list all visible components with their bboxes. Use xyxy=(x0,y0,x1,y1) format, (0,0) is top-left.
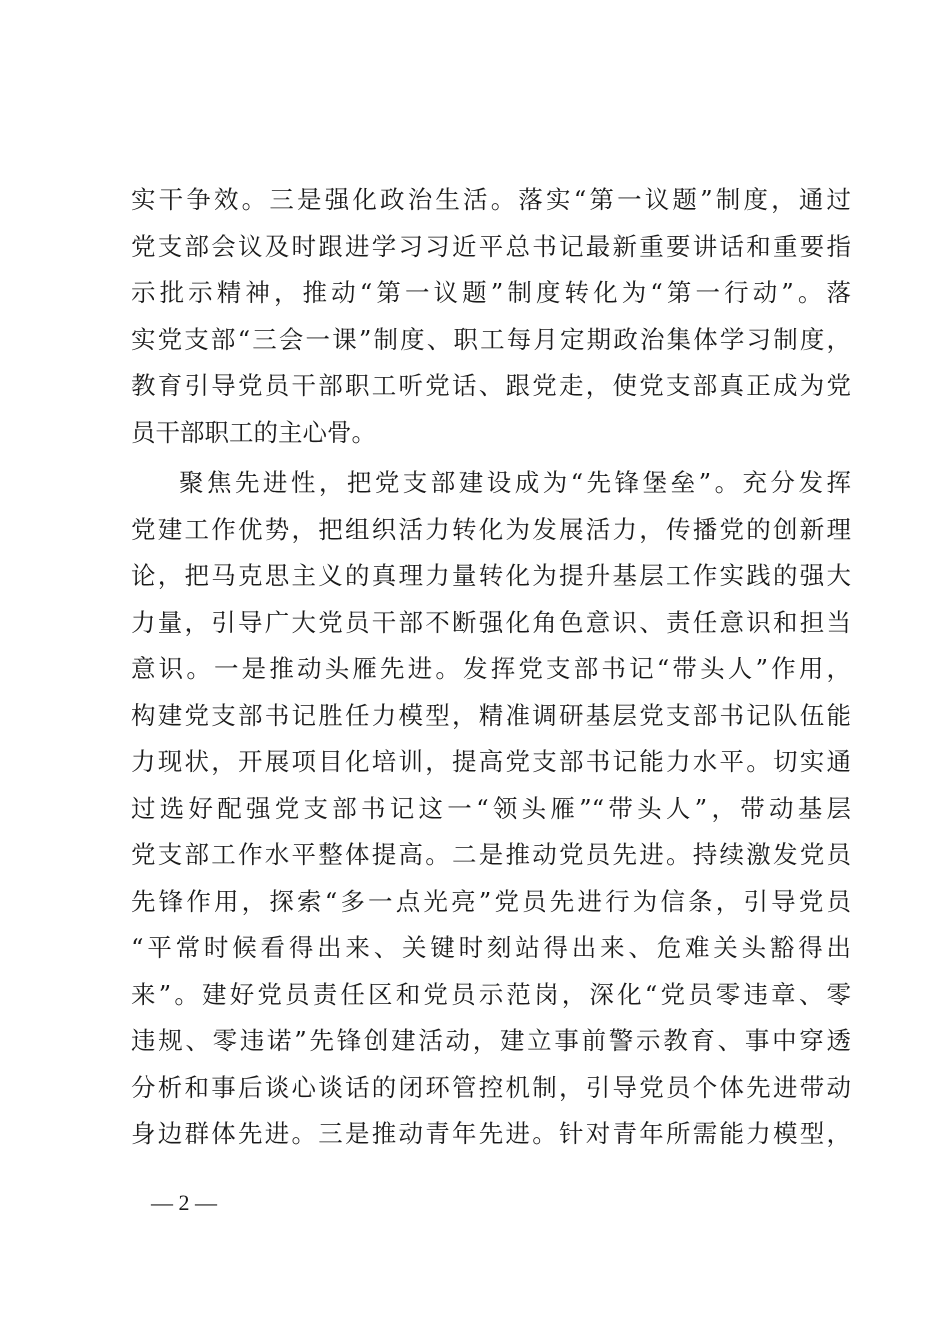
paragraph-line: 党支部工作水平整体提高。二是推动党员先进。持续激发党员 xyxy=(131,840,851,869)
paragraph-line: 员干部职工的主心骨。 xyxy=(131,417,376,447)
paragraph-line: 违规、零违诺”先锋创建活动，建立事前警示教育、事中穿透 xyxy=(131,1026,851,1055)
paragraph-line: “平常时候看得出来、关键时刻站得出来、危难关头豁得出 xyxy=(131,933,851,962)
paragraph-line: 意识。一是推动头雁先进。发挥党支部书记“带头人”作用， xyxy=(131,654,851,683)
paragraph-line: 党建工作优势，把组织活力转化为发展活力，传播党的创新理 xyxy=(131,514,851,544)
paragraph-line: 实党支部“三会一课”制度、职工每月定期政治集体学习制度， xyxy=(131,324,851,354)
paragraph-line: 过选好配强党支部书记这一“领头雁”“带头人”，带动基层 xyxy=(131,793,851,823)
paragraph-line: 身边群体先进。三是推动青年先进。针对青年所需能力模型， xyxy=(131,1119,851,1148)
paragraph-line: 力量，引导广大党员干部不断强化角色意识、责任意识和担当 xyxy=(131,607,851,637)
paragraph-line: 先锋作用，探索“多一点光亮”党员先进行为信条，引导党员 xyxy=(131,886,851,916)
paragraph-line: 教育引导党员干部职工听党话、跟党走，使党支部真正成为党 xyxy=(131,371,851,400)
paragraph-line: 来”。建好党员责任区和党员示范岗，深化“党员零违章、零 xyxy=(131,979,851,1009)
paragraph-line: 分析和事后谈心谈话的闭环管控机制，引导党员个体先进带动 xyxy=(131,1072,851,1102)
paragraph-line: 论，把马克思主义的真理力量转化为提升基层工作实践的强大 xyxy=(131,561,851,590)
paragraph-2 xyxy=(131,460,851,1158)
paragraph-line: 党支部会议及时跟进学习习近平总书记最新重要讲话和重要指 xyxy=(131,231,851,261)
paragraph-1 xyxy=(131,177,851,456)
paragraph-line: 力现状，开展项目化培训，提高党支部书记能力水平。切实通 xyxy=(131,747,851,776)
paragraph-line: 聚焦先进性，把党支部建设成为“先锋堡垒”。充分发挥 xyxy=(179,468,851,497)
paragraph-line: 示批示精神，推动“第一议题”制度转化为“第一行动”。落 xyxy=(131,278,851,307)
paragraph-line: 构建党支部书记胜任力模型，精准调研基层党支部书记队伍能 xyxy=(131,700,851,730)
page-number: — 2 — xyxy=(151,1190,217,1215)
paragraph-line: 实干争效。三是强化政治生活。落实“第一议题”制度，通过 xyxy=(131,185,851,214)
